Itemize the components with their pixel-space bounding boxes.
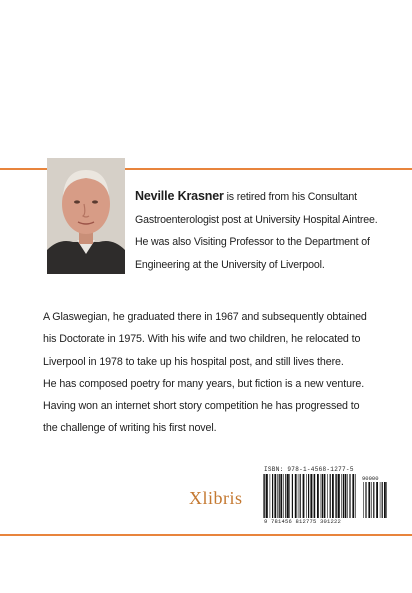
barcode-stripe <box>352 474 354 518</box>
barcode-stripe <box>300 474 301 518</box>
barcode-stripe <box>321 474 322 518</box>
barcode-stripe <box>341 474 342 518</box>
barcode-stripe <box>272 474 273 518</box>
barcode-stripe <box>264 474 265 518</box>
barcode-digits: 9 781456 812775 301222 <box>264 518 342 525</box>
bottom-orange-rule <box>0 534 412 536</box>
barcode-stripe <box>263 474 264 518</box>
bio-line-1: is retired from his Consultant <box>223 191 357 203</box>
barcode-stripe <box>308 474 309 518</box>
barcode-stripe <box>287 474 289 518</box>
paragraph-line: the challenge of writing his first novel. <box>43 422 217 435</box>
barcode-stripe <box>347 474 348 518</box>
barcode-stripe <box>292 474 293 518</box>
barcode-stripe <box>289 474 290 518</box>
barcode-stripe <box>280 474 282 518</box>
author-bio <box>135 185 383 276</box>
paragraph-line: A Glaswegian, he graduated there in 1967 and subsequently obtained <box>43 311 367 323</box>
barcode-stripe <box>330 474 331 518</box>
author-background-paragraph <box>43 306 368 440</box>
author-photo <box>47 158 125 274</box>
barcode-stripe <box>365 482 366 518</box>
barcode-stripe <box>314 474 315 518</box>
bio-line-3: He was also Visiting Professor to the Department of <box>135 236 370 248</box>
barcode-stripe <box>373 482 374 518</box>
paragraph-line: Liverpool in 1978 to take up his hospital post, and still lives there. <box>43 355 344 368</box>
barcode-stripe <box>382 482 383 518</box>
barcode-stripe <box>376 482 378 518</box>
isbn-text: ISBN: 978-1-4568-1277-5 <box>264 466 354 473</box>
barcode-stripe <box>327 474 328 518</box>
barcode-stripe <box>384 482 386 518</box>
barcode-stripe <box>322 474 323 518</box>
barcode-stripe <box>324 474 326 518</box>
barcode-stripe <box>285 474 286 518</box>
author-name: Neville Krasner <box>135 189 224 203</box>
isbn-barcode <box>262 466 392 524</box>
barcode-stripe <box>274 474 276 518</box>
barcode-stripe <box>279 474 280 518</box>
barcode-stripe <box>332 474 334 518</box>
paragraph-line: He has composed poetry for many years, but fiction is a new venture. <box>43 377 365 390</box>
barcode-stripe <box>295 474 297 518</box>
barcode-stripe <box>303 474 305 518</box>
barcode-stripe <box>306 474 307 518</box>
barcode-stripe <box>349 474 350 518</box>
barcode-stripe <box>266 474 268 518</box>
barcode-stripe <box>317 474 319 518</box>
barcode-stripe <box>336 474 337 518</box>
barcode-stripe <box>277 474 278 518</box>
barcode-bars <box>262 474 358 518</box>
barcode-stripe <box>355 474 356 518</box>
barcode-stripe <box>298 474 299 518</box>
price-barcode-bars <box>362 482 388 518</box>
barcode-stripe <box>270 474 271 518</box>
barcode-stripe <box>313 474 314 518</box>
barcode-stripe <box>335 474 336 518</box>
bio-line-4: Engineering at the University of Liverpool. <box>135 258 325 271</box>
barcode-stripe <box>345 474 347 518</box>
barcode-stripe <box>386 482 387 518</box>
price-code: 90000 <box>362 475 379 482</box>
barcode-stripe <box>343 474 344 518</box>
barcode-stripe <box>283 474 284 518</box>
bio-line-2: Gastroenterologist post at University Hospital Aintree. <box>135 213 378 226</box>
barcode-stripe <box>338 474 340 518</box>
barcode-stripe <box>368 482 370 518</box>
barcode-stripe <box>363 482 364 518</box>
barcode-stripe <box>371 482 372 518</box>
barcode-stripe <box>380 482 381 518</box>
paragraph-line: his Doctorate in 1975. With his wife and two children, he relocated to <box>43 333 361 346</box>
barcode-stripe <box>310 474 312 518</box>
paragraph-line: Having won an internet short story competition he has progressed to <box>43 400 360 413</box>
publisher-logo: Xlibris <box>189 488 243 508</box>
